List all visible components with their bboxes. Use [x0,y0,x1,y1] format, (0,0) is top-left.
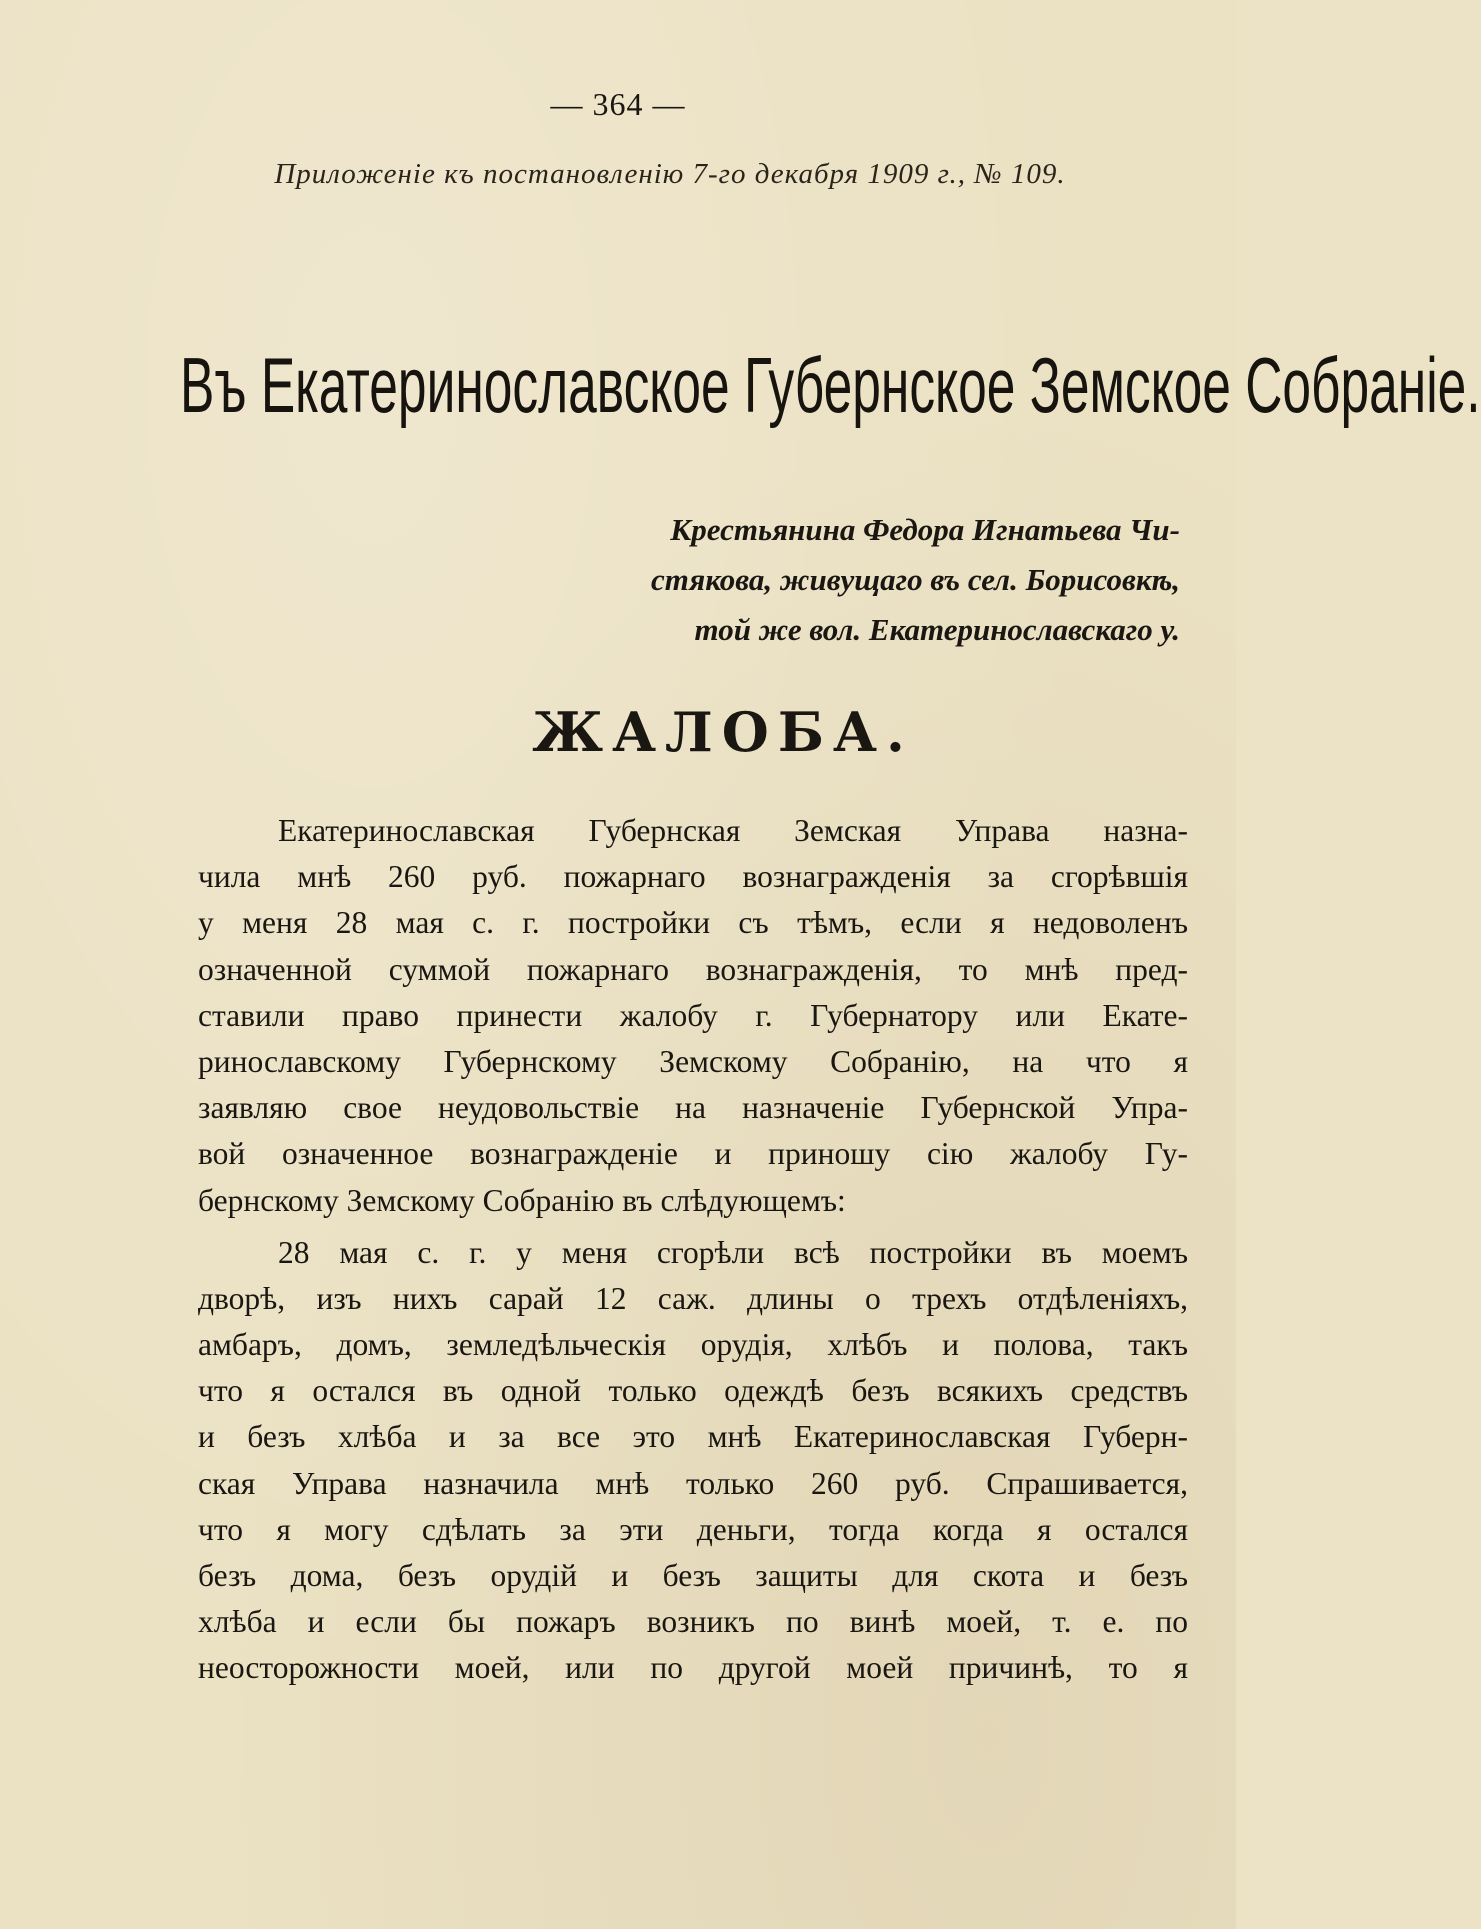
text-line: Екатеринославская Губернская Земская Управа назна- [278,813,1188,848]
text-line: что я остался въ одной только одеждѣ безъ всякихъ средствъ [198,1373,1188,1409]
paragraph-1 [198,808,1188,1224]
text-line: хлѣба и если бы пожаръ возникъ по винѣ моей, т. е. по [198,1604,1188,1640]
document-title: ЖАЛОБА. [532,700,914,764]
text-line: что я могу сдѣлать за эти деньги, тогда когда я остался [198,1511,1188,1547]
petitioner-line: стякова, живущаго въ сел. Борисовкѣ, [651,562,1180,597]
paragraph-2 [198,1230,1188,1692]
text-line: и безъ хлѣба и за все это мнѣ Екатеринославская Губерн- [198,1419,1188,1455]
text-line: 28 мая с. г. у меня сгорѣли всѣ постройки въ моемъ [278,1234,1188,1270]
address-heading: Въ Екатеринославское Губернское Земское Собраніе. [179,341,1481,429]
text-line: ринославскому Губернскому Земскому Собранію, на что я [198,1043,1188,1079]
text-line: неосторожности моей, или по другой моей причинѣ, то я [198,1650,1188,1686]
text-line: амбаръ, домъ, земледѣльческія орудія, хлѣбъ и полова, такъ [198,1327,1188,1363]
appendix-note: Приложеніе къ постановленію 7-го декабря 1909 г., № 109. [274,158,1066,190]
text-line: означенной суммой пожарнаго вознагражденія, то мнѣ пред- [198,951,1188,987]
text-line: заявляю свое неудовольствіе на назначеніе Губернской Упра- [198,1090,1188,1126]
text-line: вой означенное вознагражденіе и приношу сію жалобу Гу- [198,1136,1188,1172]
petitioner-line: Крестьянина Федора Игнатьева Чи- [670,512,1180,547]
text-line: дворѣ, изъ нихъ сарай 12 саж. длины о трехъ отдѣленіяхъ, [198,1280,1188,1316]
petitioner-line: той же вол. Екатеринославскаго у. [694,612,1180,647]
text-line: у меня 28 мая с. г. постройки съ тѣмъ, если я недоволенъ [198,905,1188,941]
petitioner-block [560,505,1180,655]
text-line: безъ дома, безъ орудій и безъ защиты для скота и безъ [198,1558,1188,1593]
body-text [198,808,1188,1692]
text-line: бернскому Земскому Собранію въ слѣдующемъ: [198,1182,846,1218]
text-line: ская Управа назначила мнѣ только 260 руб. Спрашивается, [198,1465,1188,1501]
text-line: ставили право принести жалобу г. Губернатору или Екате- [198,997,1188,1033]
text-line: чила мнѣ 260 руб. пожарнаго вознагражденія за сгорѣвшія [198,859,1188,895]
page-number: — 364 — [550,86,686,122]
